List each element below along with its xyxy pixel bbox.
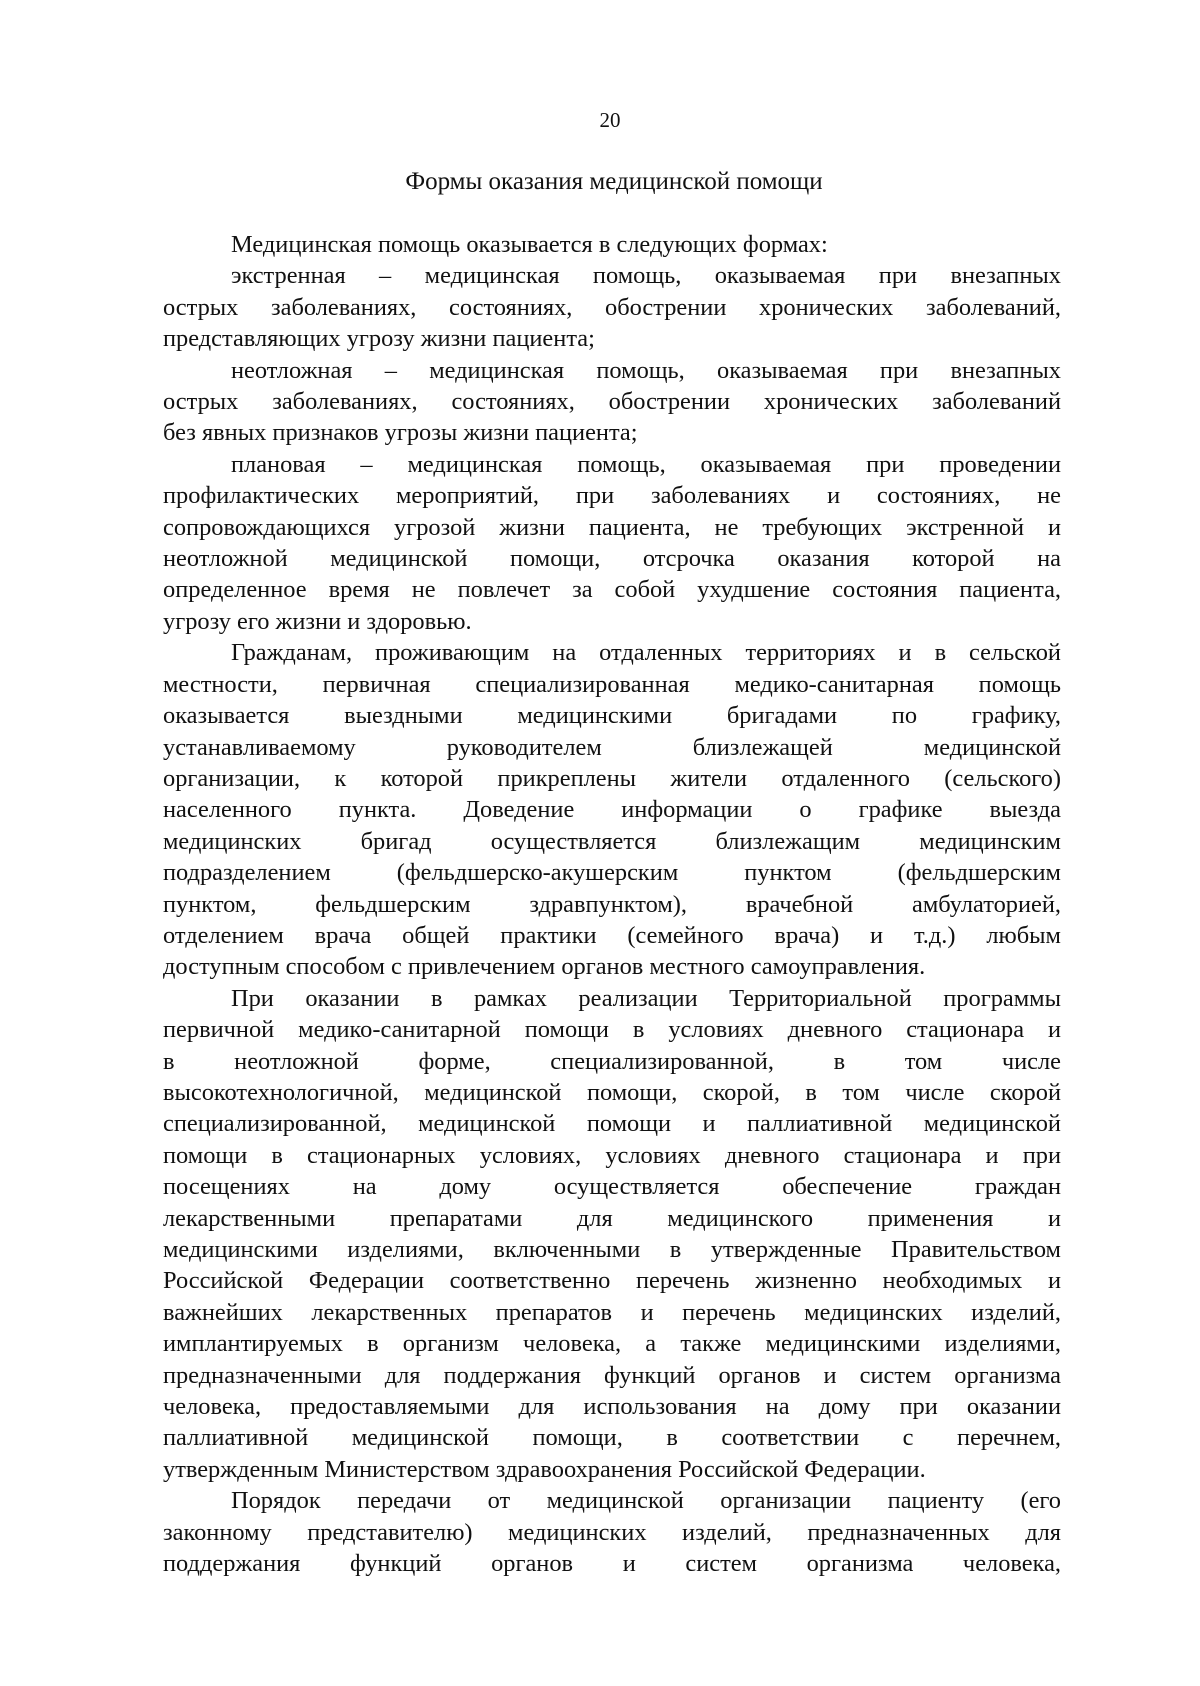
text-line: посещениях на дому осуществляется обеспечение граждан — [163, 1173, 1061, 1201]
text-line: утвержденным Министерством здравоохранения Российской Федерации. — [163, 1455, 926, 1483]
text-line: помощи в стационарных условиях, условиях дневного стационара и при — [163, 1141, 1061, 1169]
text-line: острых заболеваниях, состояниях, обострении хронических заболеваний — [163, 388, 1061, 416]
text-line: профилактических мероприятий, при заболеваниях и состояниях, не — [163, 482, 1061, 510]
text-line: организации, к которой прикреплены жители отдаленного (сельского) — [163, 764, 1061, 792]
text-line: высокотехнологичной, медицинской помощи, скорой, в том числе скорой — [163, 1078, 1061, 1106]
text-line: предназначенными для поддержания функций органов и систем организма — [163, 1361, 1061, 1389]
page-number: 20 — [599, 108, 621, 132]
text-line: плановая – медицинская помощь, оказываемая при проведении — [231, 450, 1061, 478]
text-line: доступным способом с привлечением органов местного самоуправления. — [163, 953, 926, 981]
text-line: в неотложной форме, специализированной, в том числе — [163, 1047, 1061, 1075]
text-line: представляющих угрозу жизни пациента; — [163, 325, 595, 353]
text-line: важнейших лекарственных препаратов и перечень медицинских изделий, — [163, 1298, 1061, 1326]
text-line: лекарственными препаратами для медицинского применения и — [163, 1204, 1061, 1232]
text-line: угрозу его жизни и здоровью. — [163, 607, 472, 635]
text-line: специализированной, медицинской помощи и паллиативной медицинской — [163, 1110, 1061, 1138]
text-line: устанавливаемому руководителем близлежащей медицинской — [163, 733, 1061, 761]
text-line: населенного пункта. Доведение информации о графике выезда — [163, 796, 1061, 824]
text-line: первичной медико-санитарной помощи в условиях дневного стационара и — [163, 1016, 1061, 1044]
section-heading: Формы оказания медицинской помощи — [405, 168, 823, 195]
text-line: законному представителю) медицинских изделий, предназначенных для — [163, 1518, 1061, 1546]
text-line: экстренная – медицинская помощь, оказываемая при внезапных — [231, 262, 1061, 290]
text-line: поддержания функций органов и систем организма человека, — [163, 1550, 1061, 1578]
text-line: медицинскими изделиями, включенными в утвержденные Правительством — [163, 1236, 1061, 1263]
text-line: подразделением (фельдшерско-акушерским пунктом (фельдшерским — [163, 859, 1061, 887]
paragraph — [163, 1485, 1061, 1579]
paragraph — [163, 449, 1061, 637]
text-line: острых заболеваниях, состояниях, обострении хронических заболеваний, — [163, 293, 1061, 321]
paragraph — [163, 637, 1061, 982]
text-line: пунктом, фельдшерским здравпунктом), врачебной амбулаторией, — [163, 890, 1061, 918]
text-line: местности, первичная специализированная медико-санитарная помощь — [163, 670, 1061, 698]
text-line: Гражданам, проживающим на отдаленных территориях и в сельской — [231, 639, 1061, 667]
paragraph — [163, 355, 1061, 449]
body-text — [163, 229, 1061, 1579]
text-line: определенное время не повлечет за собой ухудшение состояния пациента, — [163, 576, 1061, 604]
text-line: оказывается выездными медицинскими бригадами по графику, — [163, 702, 1061, 730]
text-line: Российской Федерации соответственно перечень жизненно необходимых и — [163, 1267, 1061, 1295]
text-line: медицинских бригад осуществляется близлежащим медицинским — [163, 827, 1061, 855]
text-line: Порядок передачи от медицинской организации пациенту (его — [231, 1487, 1061, 1515]
paragraph — [163, 229, 1061, 260]
text-line: Медицинская помощь оказывается в следующих формах: — [231, 231, 828, 258]
text-line: неотложной медицинской помощи, отсрочка оказания которой на — [163, 545, 1061, 573]
paragraph — [163, 983, 1061, 1486]
text-line: имплантируемых в организм человека, а также медицинскими изделиями, — [163, 1330, 1061, 1358]
text-line: сопровождающихся угрозой жизни пациента, не требующих экстренной и — [163, 513, 1061, 541]
paragraph — [163, 260, 1061, 354]
text-line: При оказании в рамках реализации Территориальной программы — [231, 984, 1061, 1012]
text-line: человека, предоставляемыми для использования на дому при оказании — [163, 1393, 1061, 1421]
text-line: отделением врача общей практики (семейного врача) и т.д.) любым — [163, 921, 1061, 949]
text-line: без явных признаков угрозы жизни пациента; — [163, 419, 638, 447]
text-line: паллиативной медицинской помощи, в соответствии с перечнем, — [163, 1424, 1061, 1452]
text-line: неотложная – медицинская помощь, оказываемая при внезапных — [231, 356, 1061, 384]
